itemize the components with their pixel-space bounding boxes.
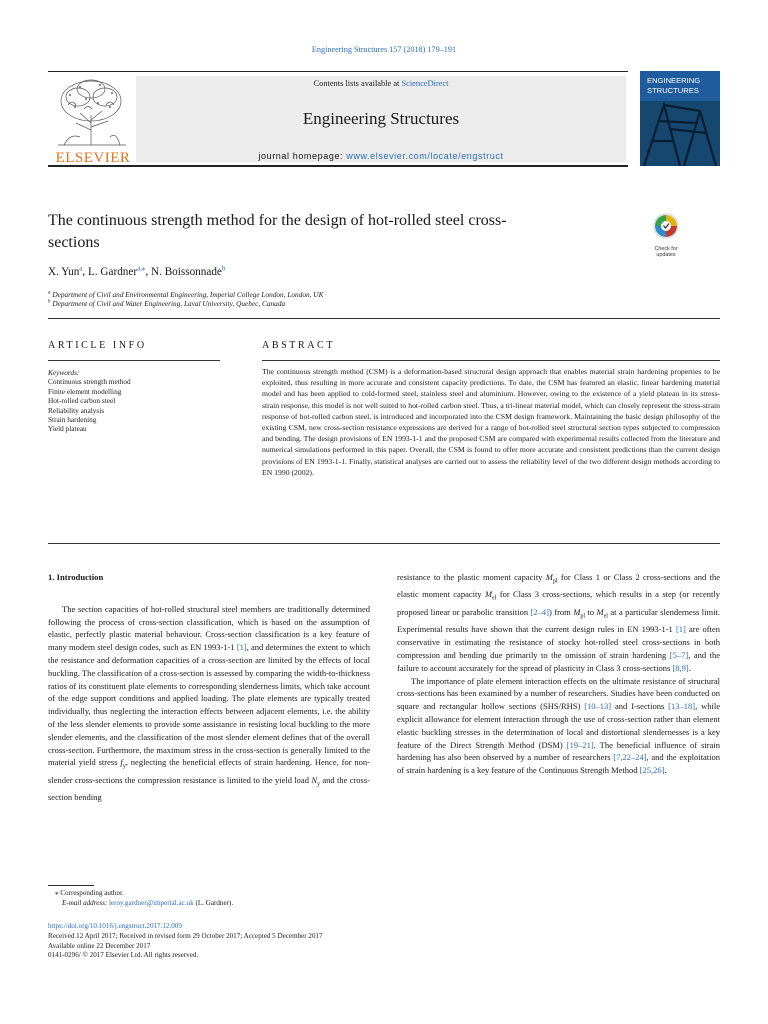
body-paragraph xyxy=(397,571,720,675)
text-run: , and the exploitation of strain hardening is a key feature of the Continuous Strength Method xyxy=(397,752,721,776)
article-title-line1: The continuous strength method for the design of hot-rolled steel cross- xyxy=(48,212,507,229)
math-symbol: f xyxy=(120,757,123,768)
text-run: and the cross-section bending xyxy=(48,774,370,803)
reference-link[interactable]: [5–7] xyxy=(669,650,689,661)
keyword-item: Hot-rolled carbon steel xyxy=(48,396,116,406)
crossmark-label-line1: Check for xyxy=(654,246,678,252)
text-run: and I-sections xyxy=(611,701,669,712)
author-separator: , xyxy=(82,265,88,278)
crossmark-label xyxy=(647,246,685,258)
author-list xyxy=(48,264,225,278)
math-symbol: M xyxy=(545,572,553,582)
text-run: ) from xyxy=(548,606,574,617)
reference-link[interactable]: [7,22–24] xyxy=(613,752,647,763)
section-title: 1. Introduction xyxy=(48,572,104,582)
email-label: E-mail address: xyxy=(62,899,110,907)
math-subscript: el xyxy=(603,613,608,620)
keywords-block xyxy=(48,368,238,434)
affiliation-mark: b xyxy=(48,299,51,305)
journal-header xyxy=(48,71,628,166)
body-paragraph xyxy=(397,675,720,777)
author-name: L. Gardner xyxy=(88,265,138,278)
author-name: N. Boissonnade xyxy=(151,265,222,278)
affiliation-text: Department of Civil and Water Engineering, Laval University, Quebec, Canada xyxy=(50,299,286,308)
reference-link[interactable]: [2–4] xyxy=(530,606,549,617)
email-suffix: (L. Gardner). xyxy=(193,899,234,907)
text-run: , and determines the extent to which the resistance and deformation capacities of a cross-section are limited by the effects of local buckling. The classification of a cross-section is assessed by comparing the width-to-thickness ratios of its constituent plate elements to corresponding slenderness limits, which take account of the edge support conditions and applied loading. The plate elements are typically treated individually, thus neglecting the interaction effects between adjacent elements, i.e. the ability of the less slender elements to provide some assistance in resisting local buckling to the more slender elements, and the classification of the most slender element defines that of the overall cross-section. Furthermore, the maximum stress in the cross-section is generally limited to the material yield stress xyxy=(48,642,370,768)
reference-link[interactable]: [25,26] xyxy=(639,765,665,776)
check-for-updates-badge[interactable] xyxy=(647,213,685,258)
reference-link[interactable]: [8,9] xyxy=(672,662,689,673)
footnote-mark: ⁎ xyxy=(55,889,59,897)
text-run: for Class 1 or Class 2 cross-sections and the elastic moment capacity xyxy=(397,572,720,600)
elsevier-tree-logo xyxy=(50,75,132,166)
article-title-line2: sections xyxy=(48,234,100,251)
contents-line xyxy=(136,79,626,88)
author-name: X. Yun xyxy=(48,265,80,278)
corresponding-author-note xyxy=(55,888,124,898)
article-title xyxy=(48,210,628,254)
keyword-item: Strain hardening xyxy=(48,415,97,425)
body-column-left xyxy=(48,571,370,804)
affiliation-text: Department of Civil and Environmental Engineering, Imperial College London, London, UK xyxy=(50,290,324,299)
text-run: . The beneficial influence of strain hardening has also been observed by a number of researchers xyxy=(397,739,721,763)
affiliation-mark: a xyxy=(48,290,51,296)
reference-link[interactable]: [1] xyxy=(675,624,686,635)
sciencedirect-link[interactable]: ScienceDirect xyxy=(401,79,449,88)
text-run: are often conservative in estimating the resistance of stocky hot-rolled steel cross-sections in both compression and bending due primarily to the omission of strain hardening xyxy=(397,624,720,661)
reference-link[interactable]: [1] xyxy=(236,642,247,653)
author-3[interactable] xyxy=(151,266,225,278)
header-top-rule xyxy=(48,71,628,72)
math-subscript: y xyxy=(316,781,320,788)
keywords-label: Keywords: xyxy=(48,368,80,377)
math-symbol: M xyxy=(484,589,493,600)
homepage-prefix: journal homepage: xyxy=(258,151,347,161)
received-dates: Received 12 April 2017; Received in revised form 29 October 2017; Accepted 5 December 2017 xyxy=(48,931,323,940)
footnote-rule xyxy=(48,885,94,886)
text-run: , and the failure to account accurately for the spread of plasticity in Class 3 cross-sections xyxy=(397,650,720,673)
keyword-item: Continuous strength method xyxy=(48,377,131,387)
keyword-item: Reliability analysis xyxy=(48,405,105,415)
math-symbol: M xyxy=(596,606,604,617)
keyword-item: Yield plateau xyxy=(48,424,87,434)
elsevier-wordmark: ELSEVIER xyxy=(55,150,131,166)
text-run: The importance of plate element interaction effects on the ultimate resistance of structural cross-sections has been examined by a number of researchers. Studies have been conducted on square and rectangular hollow sections (SHS/RHS) xyxy=(397,675,720,712)
publication-info xyxy=(48,922,323,961)
author-2[interactable] xyxy=(88,266,145,278)
text-run: The section capacities of hot-rolled structural steel members are traditionally determined following the process of cross-section classification, which is based on the assumption of elastic, perfectly plastic material behaviour. Cross-section classification is a key feature of many modern steel design codes, such as EN 1993-1-1 xyxy=(48,603,370,653)
author-affil-mark[interactable]: a xyxy=(79,264,83,272)
email-note xyxy=(62,898,233,908)
math-symbol: N xyxy=(311,774,317,785)
journal-cover-image xyxy=(640,71,720,166)
journal-name: Engineering Structures xyxy=(302,109,460,128)
reference-link[interactable]: [13–18] xyxy=(668,701,696,712)
available-online: Available online 22 December 2017 xyxy=(48,941,151,950)
math-subscript: y xyxy=(122,764,126,771)
text-run: to xyxy=(584,606,597,617)
author-1[interactable] xyxy=(48,266,82,278)
body-paragraph xyxy=(48,603,370,804)
author-affil-mark[interactable]: a,⁎ xyxy=(137,264,146,272)
affiliation-a xyxy=(48,290,323,299)
text-run: at a particular slenderness limit. Experimental results have shown that the current design rules in EN 1993-1-1 xyxy=(397,606,720,635)
keyword-item: Finite element modelling xyxy=(48,386,122,396)
divider xyxy=(48,543,720,544)
reference-link[interactable]: [19–21] xyxy=(566,739,594,750)
author-affil-mark[interactable]: b xyxy=(221,264,226,272)
math-subscript: el xyxy=(492,596,497,603)
affiliation-b xyxy=(48,299,285,308)
body-column-right xyxy=(397,571,720,777)
abstract-heading: ABSTRACT xyxy=(262,340,336,351)
text-run: resistance to the plastic moment capacity xyxy=(397,572,546,582)
divider xyxy=(48,360,220,361)
math-symbol: M xyxy=(573,606,581,617)
crossmark-label-line2: updates xyxy=(656,252,676,258)
text-run: for Class 3 cross-sections, which results in a step (or recently proposed linear or parabolic transition xyxy=(397,589,720,617)
journal-homepage xyxy=(136,151,626,161)
contents-prefix: Contents lists available at xyxy=(313,79,402,88)
journal-citation[interactable] xyxy=(0,45,768,54)
footnote-text: Corresponding author. xyxy=(58,889,124,897)
cover-title-line2: STRUCTURES xyxy=(647,86,699,95)
math-subscript: pl xyxy=(552,578,558,585)
math-subscript: pl xyxy=(580,613,585,620)
homepage-link[interactable]: www.elsevier.com/locate/engstruct xyxy=(346,151,504,161)
text-run: . xyxy=(664,765,667,776)
divider xyxy=(48,318,720,319)
cover-title-line1: ENGINEERING xyxy=(647,76,701,85)
copyright: 0141-0296/ © 2017 Elsevier Ltd. All rights reserved. xyxy=(48,951,199,960)
author-separator: , xyxy=(145,265,152,278)
divider xyxy=(262,360,720,361)
citation-link[interactable]: Engineering Structures 157 (2018) 179–191 xyxy=(311,45,457,54)
email-link[interactable]: leroy.gardner@imperial.ac.uk xyxy=(109,899,194,907)
doi-link[interactable]: https://doi.org/10.1016/j.engstruct.2017.12.009 xyxy=(48,922,182,930)
text-run: , while explicit allowance for element interaction through the use of cross-section rather than element elastic buckling stresses in the determination of local and distortional slendernesses is a key feature of the Direct Strength Method (DSM) xyxy=(397,701,720,750)
text-run: . xyxy=(688,662,691,673)
text-run: , neglecting the beneficial effects of strain hardening. Hence, for non-slender cross-sections the compression resistance is limited to the yield load xyxy=(48,757,370,785)
article-info-heading: ARTICLE INFO xyxy=(48,340,147,351)
reference-link[interactable]: [10–13] xyxy=(584,701,612,712)
header-bottom-rule xyxy=(48,165,628,167)
abstract-text: The continuous strength method (CSM) is a deformation-based structural design approach that enables material strain hardening properties to be exploited, thus resulting in more accurate and consistent capacity predictions. To date, the CSM has featured an elastic, linear hardening material model and has been applied to cold-formed steel, stainless steel and aluminium. However, owing to the existence of a yield plateau in its stress-strain response, this model is not well suited to hot-rolled carbon steel. Thus, a tri-linear material model, which can closely represent the stress-strain response of hot-rolled carbon steel, is introduced and incorporated into the CSM design framework. Maintaining the basic design philosophy of the existing CSM, new cross-section resistance expressions are derived for a range of hot-rolled steel structural section types subjected to compression and bending. The design provisions of EN 1993-1-1 and the proposed CSM are compared with experimental results collected from the literature and numerical simulations performed in this paper. Overall, the CSM is found to offer more accurate and consistent predictions than the current design provisions of EN 1993-1-1. Finally, statistical analyses are carried out to assess the reliability level of the two different design methods according to EN 1990 (2002). xyxy=(262,367,720,477)
